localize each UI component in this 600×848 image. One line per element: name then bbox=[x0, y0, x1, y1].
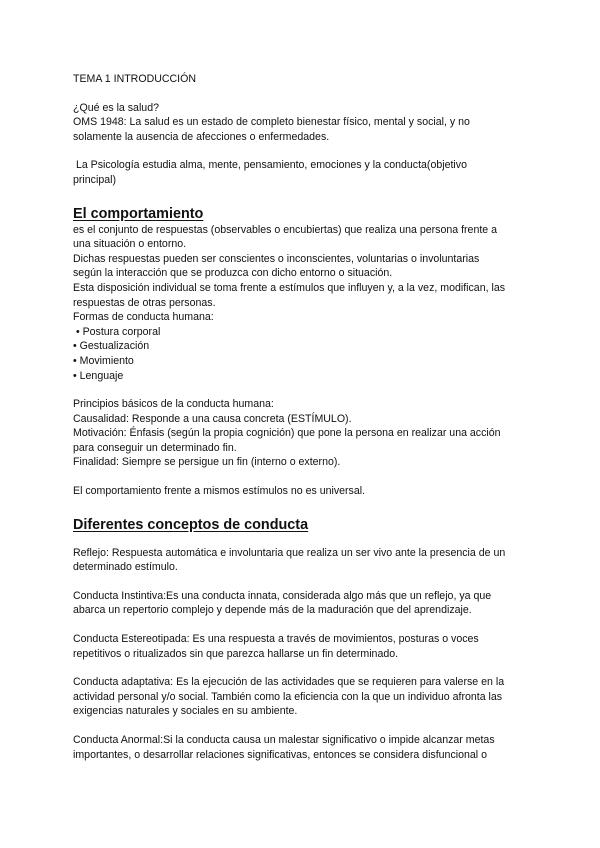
psychology-line-2: principal) bbox=[73, 173, 116, 186]
conduct-forms-list bbox=[73, 325, 533, 383]
body-line: Formas de conducta humana: bbox=[73, 311, 214, 324]
oms-definition-line-1: OMS 1948: La salud es un estado de completo bienestar físico, mental y social, y no bbox=[73, 116, 470, 129]
paragraph-line: Conducta Anormal:Si la conducta causa un malestar significativo o impide alcanzar metas bbox=[73, 734, 495, 746]
paragraph-line: determinado estímulo. bbox=[73, 561, 178, 574]
paragraph-line: importantes, o desarrollar relaciones significativas, entonces se considera disfuncional o bbox=[73, 748, 487, 761]
paragraph-line: repetitivos o ritualizados sin que parezca hallarse un fin determinado. bbox=[73, 647, 399, 660]
closing-statement: El comportamiento frente a mismos estímulos no es universal. bbox=[73, 485, 366, 498]
paragraph-line: Conducta adaptativa: Es la ejecución de las actividades que se requieren para valerse en la bbox=[73, 676, 505, 689]
paragraph-line: Reflejo: Respuesta automática e involuntaria que realiza un ser vivo ante la presencia de un bbox=[73, 546, 506, 559]
concept-paragraph-adaptativa bbox=[73, 675, 533, 719]
concept-paragraph-anormal bbox=[73, 733, 533, 762]
section-heading-comportamiento: El comportamiento bbox=[73, 205, 204, 222]
list-item: • Gestualización bbox=[73, 340, 150, 353]
body-line: Dichas respuestas pueden ser conscientes o inconscientes, voluntarias o involuntarias bbox=[73, 252, 480, 265]
list-item: • Lenguaje bbox=[73, 369, 124, 382]
list-item: • Movimiento bbox=[73, 354, 134, 367]
body-line: según la interacción que se produzca con dicho entorno o situación. bbox=[73, 267, 393, 280]
concept-paragraph-instintiva bbox=[73, 589, 533, 618]
principle-line: para conseguir un determinado fin. bbox=[73, 441, 237, 454]
paragraph-line: abarca un repertorio complejo y depende más de la maduración que del aprendizaje. bbox=[73, 604, 472, 617]
document-title: TEMA 1 INTRODUCCIÓN bbox=[73, 73, 197, 85]
principles-title: Principios básicos de la conducta humana: bbox=[73, 398, 274, 411]
paragraph-line: Conducta Instintiva:Es una conducta innata, considerada algo más que un reflejo, ya que bbox=[73, 589, 492, 602]
principle-line: Finalidad: Siempre se persigue un fin (interno o externo). bbox=[73, 456, 341, 469]
section-heading-conceptos: Diferentes conceptos de conducta bbox=[73, 516, 309, 533]
paragraph-line: Conducta Estereotipada: Es una respuesta a través de movimientos, posturas o voces bbox=[73, 633, 479, 646]
paragraph-line: actividad personal y/o social. También como la eficiencia con la que un individuo afronta las bbox=[73, 690, 503, 703]
psychology-line-1: La Psicología estudia alma, mente, pensamiento, emociones y la conducta(objetivo bbox=[73, 159, 467, 172]
body-line: respuestas de otras personas. bbox=[73, 296, 216, 309]
paragraph-line: exigencias naturales y sociales en su ambiente. bbox=[73, 705, 298, 718]
list-item: • Postura corporal bbox=[73, 325, 161, 338]
concept-paragraph-estereotipada bbox=[73, 632, 533, 661]
oms-definition-line-2: solamente la ausencia de afecciones o enfermedades. bbox=[73, 130, 330, 143]
body-line: una situación o entorno. bbox=[73, 238, 187, 251]
body-line: es el conjunto de respuestas (observables o encubiertas) que realiza una persona frente a bbox=[73, 223, 498, 236]
principles-list bbox=[73, 412, 533, 470]
principle-line: Motivación: Énfasis (según la propia cognición) que pone la persona en realizar una acción bbox=[73, 427, 501, 440]
document-page bbox=[73, 72, 533, 762]
concept-paragraph-reflejo bbox=[73, 546, 533, 575]
principle-line: Causalidad: Responde a una causa concreta (ESTÍMULO). bbox=[73, 412, 352, 425]
body-line: Esta disposición individual se toma frente a estímulos que influyen y, a la vez, modifican, las bbox=[73, 281, 506, 294]
comportamiento-body bbox=[73, 223, 533, 325]
health-question: ¿Qué es la salud? bbox=[73, 101, 159, 114]
